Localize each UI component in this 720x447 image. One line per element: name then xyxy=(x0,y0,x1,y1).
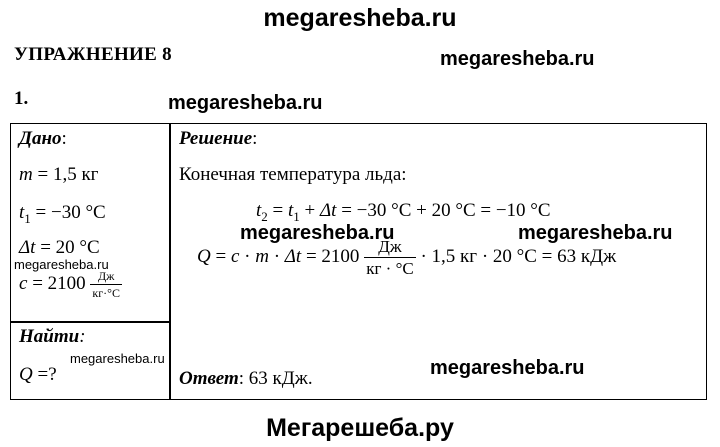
row-divider xyxy=(11,321,169,323)
unit-fraction: $\frac{Дж}{кг \cdot ^\circ C}$ xyxy=(366,237,414,278)
problem-number: 1. xyxy=(14,88,29,109)
find-label: Найти: xyxy=(19,326,86,347)
solution-intro: Конечная температура льда: xyxy=(179,164,407,185)
given-initial-temp: $t_1 = -30$ °C xyxy=(19,202,106,226)
watermark: megaresheba.ru xyxy=(240,222,395,244)
equation-final-temp: $t_2 = t_1 + \Delta t = -30$ °C + 20 °C = −10 °C xyxy=(256,200,551,224)
watermark: megaresheba.ru xyxy=(430,357,585,379)
watermark-bottom: Мегарешеба.ру xyxy=(266,414,454,442)
watermark: megaresheba.ru xyxy=(518,222,673,244)
watermark-top: megaresheba.ru xyxy=(263,4,457,32)
given-mass: m = 1,5 кг xyxy=(19,164,99,185)
watermark: megaresheba.ru xyxy=(440,48,595,70)
unit-fraction: $\frac{Дж}{кг\cdot^\circ C}$ xyxy=(92,269,120,300)
watermark: megaresheba.ru xyxy=(168,92,323,114)
answer: Ответ: 63 кДж. xyxy=(179,368,313,389)
watermark: megaresheba.ru xyxy=(14,257,109,272)
find-target: Q =? xyxy=(19,364,57,385)
given-temp-change: Δt = 20 °C xyxy=(19,237,100,258)
exercise-heading: УПРАЖНЕНИЕ 8 xyxy=(14,44,172,65)
column-divider xyxy=(169,124,171,399)
solution-label: Решение: xyxy=(179,128,258,149)
watermark: megaresheba.ru xyxy=(70,351,165,366)
given-label: Дано: xyxy=(19,128,67,149)
given-specific-heat: c = 2100 $\frac{Дж}{кг\cdot^\circ C}$ xyxy=(19,269,120,300)
equation-heat: Q = c · m · Δt = 2100 $\frac{Дж}{кг \cdot ^\circ C}$ · 1,5 кг · 20 °C = 63 кДж xyxy=(197,237,617,278)
